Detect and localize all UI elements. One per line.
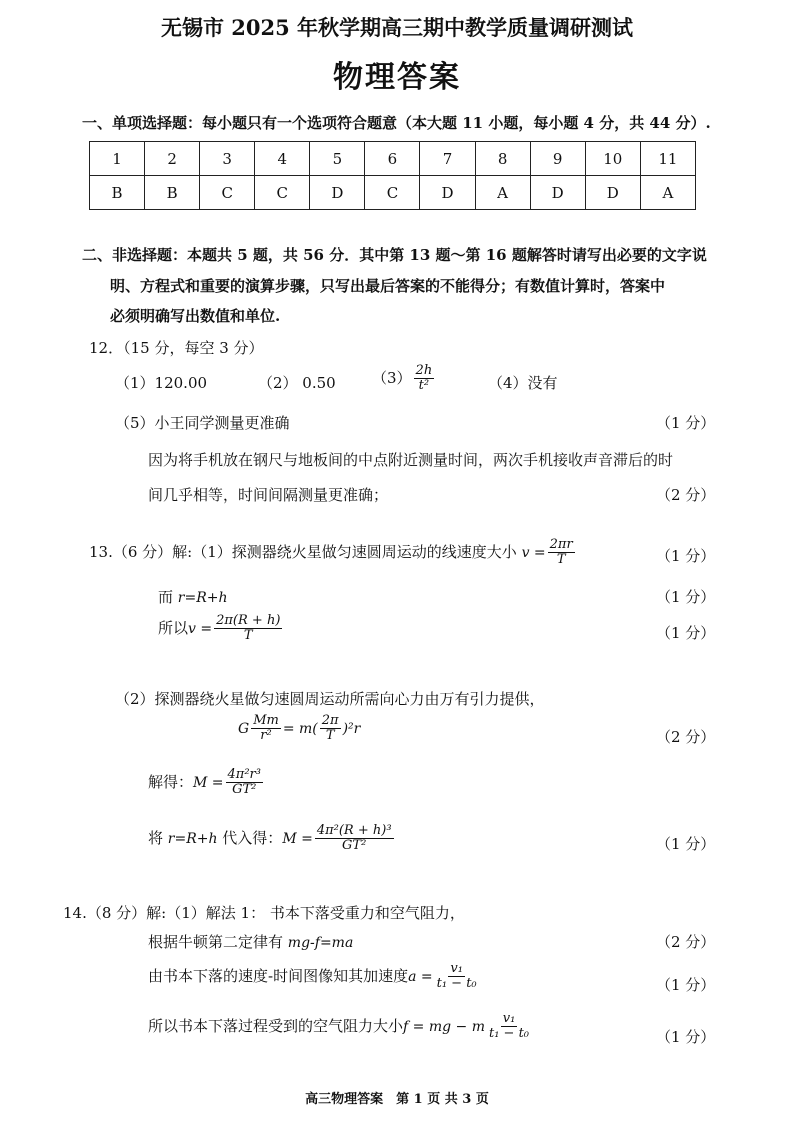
document-subtitle: 物理答案: [333, 60, 461, 95]
q13-line1: [89, 538, 577, 568]
fraction-denominator: t₁ − t₀: [436, 976, 477, 992]
q13-sub-label2: 代入得：: [222, 828, 283, 847]
answer-cell: C: [200, 176, 255, 210]
question-number-cell: 5: [310, 142, 365, 176]
q13-line3-lhs: v =: [188, 620, 213, 637]
q12-answer-4: （4）没有: [488, 374, 558, 392]
fraction-numerator: 2πr: [549, 537, 573, 552]
q13-line1-text: 13.（6 分）解:（1）探测器绕火星做匀速圆周运动的线速度大小: [89, 542, 517, 561]
q12-reason-line1: 因为将手机放在钢尺与地板间的中点附近测量时间，两次手机接收声音滞后的时: [148, 451, 674, 469]
question-number-cell: 11: [640, 142, 695, 176]
answer-cell: C: [255, 176, 310, 210]
q14-line2-math: mg-f=ma: [287, 935, 354, 951]
question-number-cell: 9: [530, 142, 585, 176]
q13-line1-lhs: v =: [521, 544, 546, 561]
q13-sub-lhs: M =: [282, 830, 313, 847]
q12-answer-5: （5）小王同学测量更准确: [115, 414, 290, 432]
section2-line1: 二、非选择题：本题共 5 题，共 56 分．其中第 13 题～第 16 题解答时请写出必要的文字说: [82, 246, 707, 264]
q14-line2-text: 根据牛顿第二定律有: [148, 933, 284, 951]
q13-solve-fraction: [226, 768, 263, 798]
q14-line3-score: （1 分）: [656, 976, 716, 994]
question-number-cell: 3: [200, 142, 255, 176]
eq-fraction-mm: [251, 714, 281, 744]
eq-fraction-2pi: [320, 714, 341, 744]
section2-line3: 必须明确写出数值和单位.: [110, 307, 281, 325]
question-number-cell: 10: [585, 142, 640, 176]
q13-line3-score: （1 分）: [656, 624, 716, 642]
answer-cell: D: [420, 176, 475, 210]
eq-tail: )²r: [342, 720, 361, 737]
answer-cell: B: [145, 176, 200, 210]
fraction-denominator: GT²: [232, 782, 257, 798]
fraction-denominator: T: [325, 728, 335, 744]
q12-answer-2: （2） 0.50: [258, 374, 336, 392]
q13-line1-score: （1 分）: [656, 547, 716, 565]
fraction-numerator: 4π²(R + h)³: [316, 823, 392, 838]
q14-line3-lhs: a =: [408, 968, 433, 985]
fraction-denominator: t₁ − t₀: [488, 1026, 530, 1042]
fraction-numerator: 2π: [321, 713, 339, 728]
question-number-cell: 6: [365, 142, 420, 176]
answer-cell: D: [530, 176, 585, 210]
question-number-cell: 1: [90, 142, 145, 176]
q12-reason-line2: 间几乎相等，时间间隔测量更准确；: [148, 486, 389, 504]
q13-equation: [238, 714, 360, 744]
q14-line4: [148, 1012, 533, 1042]
section1-heading: 一、单项选择题：每小题只有一个选项符合题意（本大题 11 小题，每小题 4 分，共 44 分）.: [82, 114, 711, 132]
section2-line2: 明、方程式和重要的演算步骤，只写出最后答案的不能得分；有数值计算时，答案中: [110, 277, 666, 295]
answer-table-answer-row: [90, 176, 696, 210]
answer-cell: A: [475, 176, 530, 210]
document-title: 无锡市 2025 年秋学期高三期中教学质量调研测试: [160, 15, 634, 40]
q13-part2: （2）探测器绕火星做匀速圆周运动所需向心力由万有引力提供，: [115, 690, 545, 708]
fraction-denominator: GT²: [342, 838, 367, 854]
q13-line2-math: r=R+h: [177, 590, 228, 606]
q12-answer-3: [372, 364, 436, 394]
q12-reason-score: （2 分）: [656, 486, 716, 504]
question-number-cell: 8: [475, 142, 530, 176]
q13-line2-text: 而: [158, 588, 174, 606]
fraction-numerator: 2π(R + h): [216, 613, 281, 628]
fraction-denominator: r²: [260, 728, 272, 744]
fraction-numerator: 2h: [415, 363, 433, 378]
q14-line3: [148, 962, 481, 992]
answer-cell: C: [365, 176, 420, 210]
q12-answer-5-score: （1 分）: [656, 414, 716, 432]
eq-g: G: [238, 720, 250, 737]
fraction-denominator: T: [243, 628, 253, 644]
q12-answer-3-fraction: [414, 364, 435, 394]
answer-cell: D: [310, 176, 365, 210]
answer-table-number-row: [90, 142, 696, 176]
q13-line3: [158, 614, 284, 644]
q14-line3-text: 由书本下落的速度-时间图像知其加速度: [148, 966, 409, 985]
q14-line4-score: （1 分）: [656, 1028, 716, 1046]
answer-cell: D: [585, 176, 640, 210]
q12-answer-3-label: （3）: [372, 368, 412, 387]
q13-solve-label: 解得：: [148, 772, 194, 791]
question-number-cell: 2: [145, 142, 200, 176]
page-footer: 高三物理答案 第 1 页 共 3 页: [305, 1092, 489, 1107]
question-number-cell: 4: [255, 142, 310, 176]
fraction-denominator: T: [556, 552, 566, 568]
q12-answer-1: （1）120.00: [115, 374, 208, 392]
q13-solve: [148, 768, 265, 798]
answer-cell: A: [640, 176, 695, 210]
q13-equation-score: （2 分）: [656, 728, 716, 746]
fraction-numerator: v₁: [502, 1011, 516, 1026]
question-number-cell: 7: [420, 142, 475, 176]
q12-heading: 12．（15 分，每空 3 分）: [89, 339, 264, 357]
q14-line2: [148, 931, 353, 952]
q13-line1-fraction: [548, 538, 575, 568]
q14-line4-fraction: [487, 1012, 531, 1042]
q13-solve-lhs: M =: [193, 774, 224, 791]
q13-substitute-score: （1 分）: [656, 835, 716, 853]
fraction-numerator: Mm: [253, 713, 279, 728]
answer-cell: B: [90, 176, 145, 210]
q13-line2: [158, 586, 228, 607]
q13-sub-fraction: [315, 824, 394, 854]
q14-line4-text: 所以书本下落过程受到的空气阻力大小: [148, 1016, 404, 1035]
q13-line3-fraction: [214, 614, 282, 644]
q13-sub-label: 将: [148, 828, 164, 847]
q14-line2-score: （2 分）: [656, 933, 716, 951]
fraction-numerator: 4π²r³: [227, 767, 261, 782]
q13-line2-score: （1 分）: [656, 588, 716, 606]
answer-table: [89, 141, 696, 210]
fraction-numerator: v₁: [450, 961, 463, 976]
eq-mid: = m(: [282, 720, 318, 737]
q13-substitute: [148, 824, 396, 854]
q14-line1: 14.（8 分）解:（1）解法 1： 书本下落受重力和空气阻力，: [63, 904, 465, 922]
q13-line3-text: 所以: [158, 618, 189, 637]
q14-line4-lhs: f = mg − m: [403, 1018, 485, 1035]
q14-line3-fraction: [435, 962, 479, 992]
q13-sub-math: r=R+h: [167, 830, 218, 847]
fraction-denominator: t²: [418, 378, 430, 394]
